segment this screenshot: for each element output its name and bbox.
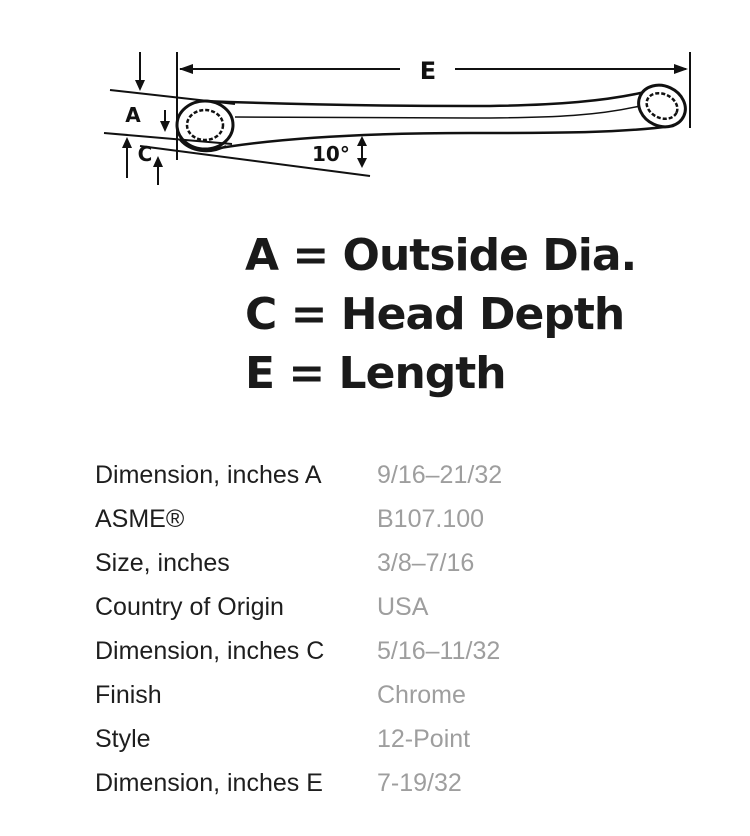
a-extension-top [110,90,235,104]
table-row [95,497,502,541]
spec-value: 9/16–21/32 [377,460,503,489]
spec-value: 3/8–7/16 [377,548,475,577]
spec-value: B107.100 [377,504,485,533]
table-row [95,453,502,497]
spec-label: Finish [95,680,162,709]
spec-value: USA [377,592,429,621]
table-row [95,761,502,805]
wrench-dimension-diagram [0,0,750,200]
spec-label: Dimension, inches A [95,460,322,489]
table-row [95,673,502,717]
c-arrow-head-left [122,137,132,148]
spec-label: Country of Origin [95,592,284,621]
table-row [95,541,502,585]
a-label: A [125,103,141,127]
legend-head-depth: C = Head Depth [245,289,625,340]
wrench-body [203,92,672,150]
spec-label: Size, inches [95,548,230,577]
legend-length: E = Length [245,348,506,399]
angle-label: 10° [312,142,350,166]
spec-value: 7-19/32 [377,768,462,797]
e-label: E [419,57,437,85]
spec-label: Dimension, inches C [95,636,325,665]
c-arrow-head-right [153,156,163,167]
table-row [95,629,502,673]
spec-label: Dimension, inches E [95,768,323,797]
spec-table [95,453,502,805]
left-box-end-inner [187,110,223,140]
c-label: C [137,142,153,166]
spec-value: 5/16–11/32 [377,636,501,665]
table-row [95,717,502,761]
angle-arrow-head-top [357,136,367,146]
legend-outside-dia: A = Outside Dia. [245,230,637,281]
e-arrow-right [674,64,688,74]
table-row [95,585,502,629]
spec-label: ASME® [95,504,185,533]
spec-value: 12-Point [377,724,471,753]
angle-arrow-head-bottom [357,158,367,168]
a-arrow-head-top [135,80,145,91]
spec-value: Chrome [377,680,466,709]
a-arrow-head-bottom [160,121,170,132]
dimension-legend [245,226,636,403]
e-arrow-left [179,64,193,74]
spec-label: Style [95,724,151,753]
